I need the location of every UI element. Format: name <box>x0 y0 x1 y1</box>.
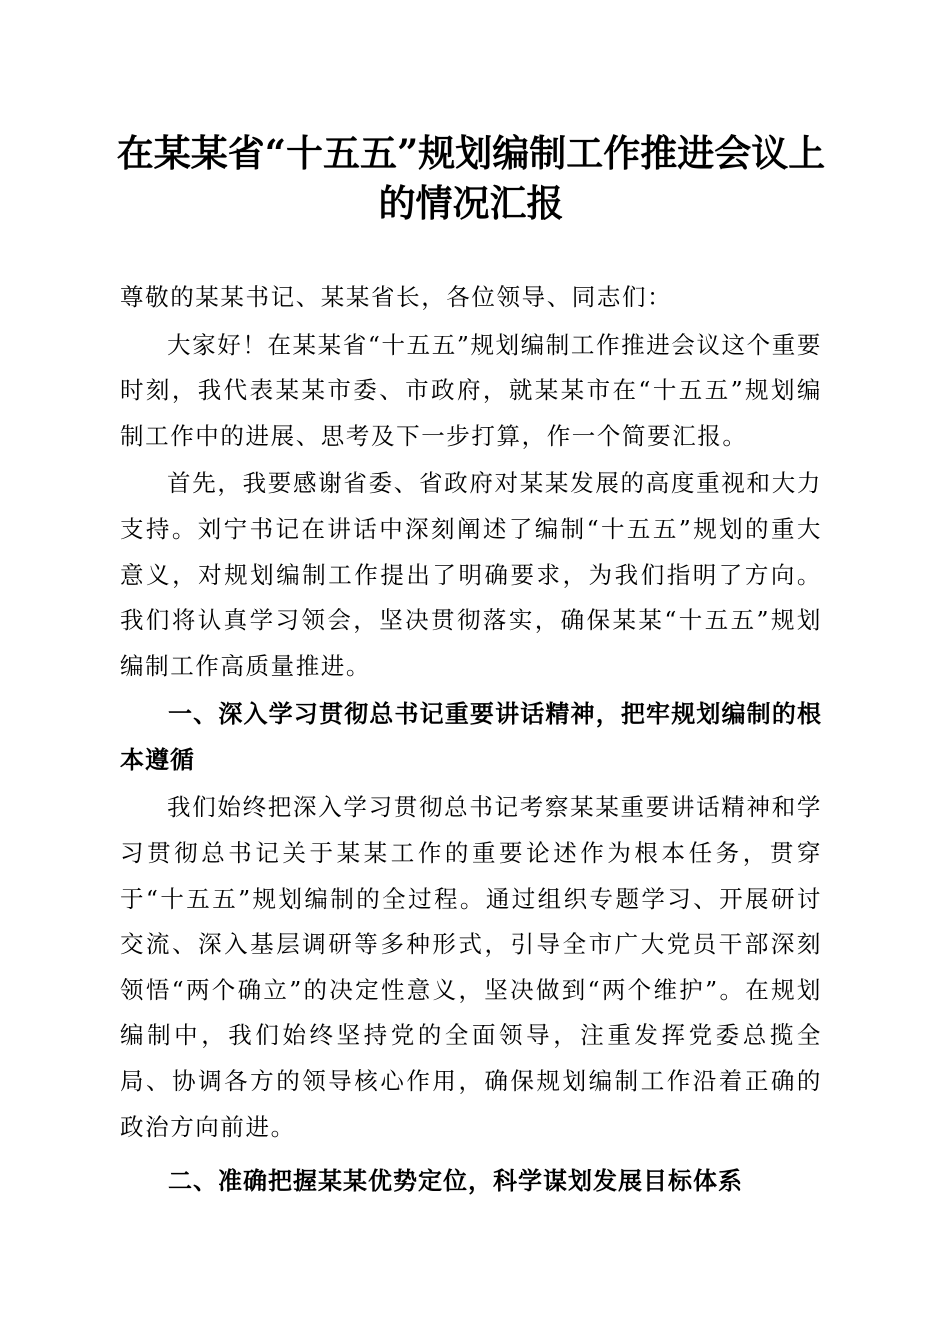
salutation: 尊敬的某某书记、某某省长，各位领导、同志们： <box>120 283 673 311</box>
title-line-2: 的情况汇报 <box>378 181 564 225</box>
paragraph-thanks: 首先，我要感谢省委、省政府对某某发展的高度重视和大力支持。刘宁书记在讲话中深刻阐述了编制“十五五”规划的重大意义，对规划编制工作提出了明确要求，为我们指明了方向。我们将认真学习领会，坚决贯彻落实，确保某某“十五五”规划编制工作高质量推进。 <box>120 469 822 680</box>
section-1-body: 我们始终把深入学习贯彻总书记考察某某重要讲话精神和学习贯彻总书记关于某某工作的重要论述作为根本任务，贯穿于“十五五”规划编制的全过程。通过组织专题学习、开展研讨交流、深入基层调研等多种形式，引导全市广大党员干部深刻领悟“两个确立”的决定性意义，坚决做到“两个维护”。在规划编制中，我们始终坚持党的全面领导，注重发挥党委总揽全局、协调各方的领导核心作用，确保规划编制工作沿着正确的政治方向前进。 <box>120 793 822 1141</box>
section-2-heading: 二、准确把握某某优势定位，科学谋划发展目标体系 <box>168 1167 743 1196</box>
paragraph-greeting: 大家好！在某某省“十五五”规划编制工作推进会议这个重要时刻，我代表某某市委、市政府，就某某市在“十五五”规划编制工作中的进展、思考及下一步打算，作一个简要汇报。 <box>120 330 822 450</box>
section-1-heading: 一、深入学习贯彻总书记重要讲话精神，把牢规划编制的根本遵循 <box>120 700 822 775</box>
title-line-1: 在某某省“十五五”规划编制工作推进会议上 <box>116 131 826 175</box>
document-title <box>110 128 832 228</box>
